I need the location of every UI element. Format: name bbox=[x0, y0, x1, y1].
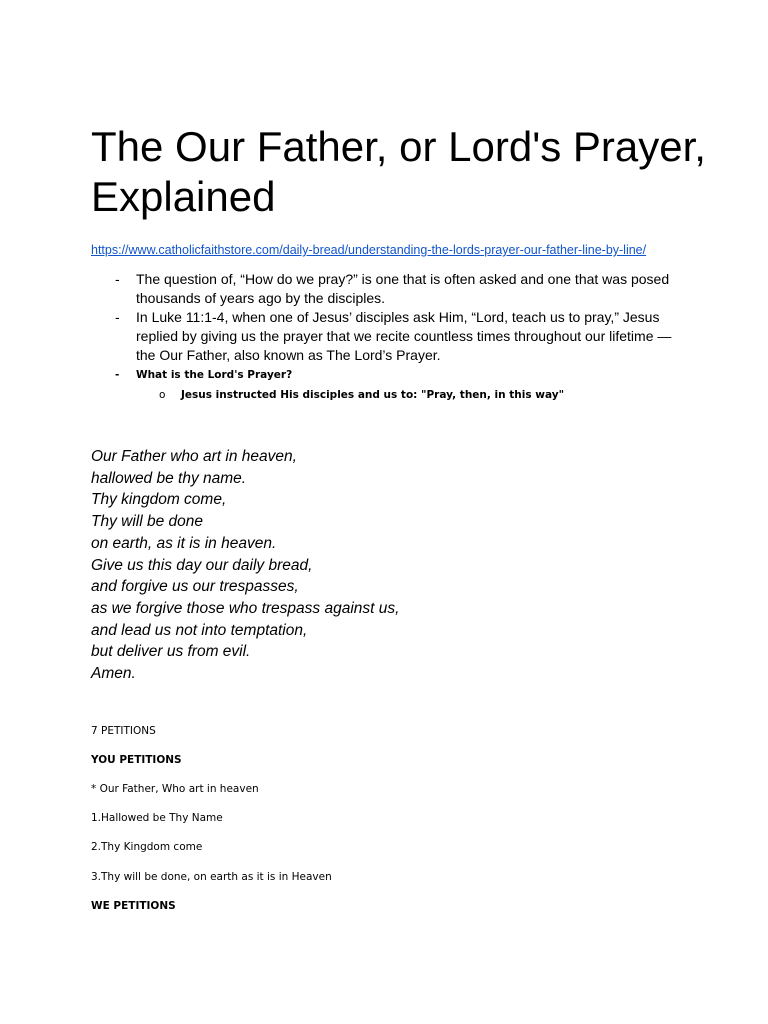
sub-bullet-text: Jesus instructed His disciples and us to: "Pray, then, in this way" bbox=[181, 389, 565, 401]
you-petitions-heading: YOU PETITIONS bbox=[91, 754, 182, 766]
sub-bullet-item bbox=[91, 387, 681, 403]
bullet-marker: - bbox=[115, 369, 120, 381]
bullet-text: The question of, “How do we pray?” is one that is often asked and one that was posed thousands of years ago by the disciples. bbox=[136, 271, 670, 306]
prayer-line: Amen. bbox=[91, 665, 136, 683]
petition-item: * Our Father, Who art in heaven bbox=[91, 783, 259, 795]
prayer-line: hallowed be thy name. bbox=[91, 469, 247, 487]
prayer-line: as we forgive those who trespass against us, bbox=[91, 599, 400, 617]
prayer-line: but deliver us from evil. bbox=[91, 643, 251, 661]
prayer-line: and forgive us our trespasses, bbox=[91, 578, 299, 596]
bullet-marker: - bbox=[115, 271, 120, 287]
bullet-item bbox=[91, 270, 681, 308]
prayer-line: and lead us not into temptation, bbox=[91, 621, 308, 639]
prayer-line: on earth, as it is in heaven. bbox=[91, 534, 277, 552]
document-title: The Our Father, or Lord's Prayer, Explained bbox=[91, 123, 706, 220]
bullet-text: In Luke 11:1-4, when one of Jesus’ disciples ask Him, “Lord, teach us to pray,” Jesus replied by giving us the prayer that we recite countless times throughout our lifetime — the Our Father, also known as The Lord’s Prayer. bbox=[136, 309, 672, 363]
bullet-item bbox=[91, 308, 681, 365]
prayer-line: Thy will be done bbox=[91, 513, 204, 531]
prayer-text bbox=[91, 446, 399, 685]
bullet-item-question bbox=[91, 367, 681, 383]
intro-bullet-list bbox=[91, 270, 681, 403]
petition-item: 3.Thy will be done, on earth as it is in Heaven bbox=[91, 871, 332, 883]
bullet-text: What is the Lord's Prayer? bbox=[136, 369, 293, 381]
prayer-line: Our Father who art in heaven, bbox=[91, 448, 297, 465]
petition-item: 1.Hallowed be Thy Name bbox=[91, 812, 223, 824]
petitions-heading: 7 PETITIONS bbox=[91, 725, 156, 737]
prayer-line: Thy kingdom come, bbox=[91, 491, 227, 509]
source-link[interactable]: https://www.catholicfaithstore.com/daily-bread/understanding-the-lords-prayer-our-father-line-by-line/ bbox=[91, 243, 647, 257]
we-petitions-heading: WE PETITIONS bbox=[91, 900, 176, 912]
sub-bullet-marker: o bbox=[159, 389, 166, 401]
petition-item: 2.Thy Kingdom come bbox=[91, 841, 203, 853]
prayer-line: Give us this day our daily bread, bbox=[91, 556, 313, 574]
bullet-marker: - bbox=[115, 309, 120, 325]
